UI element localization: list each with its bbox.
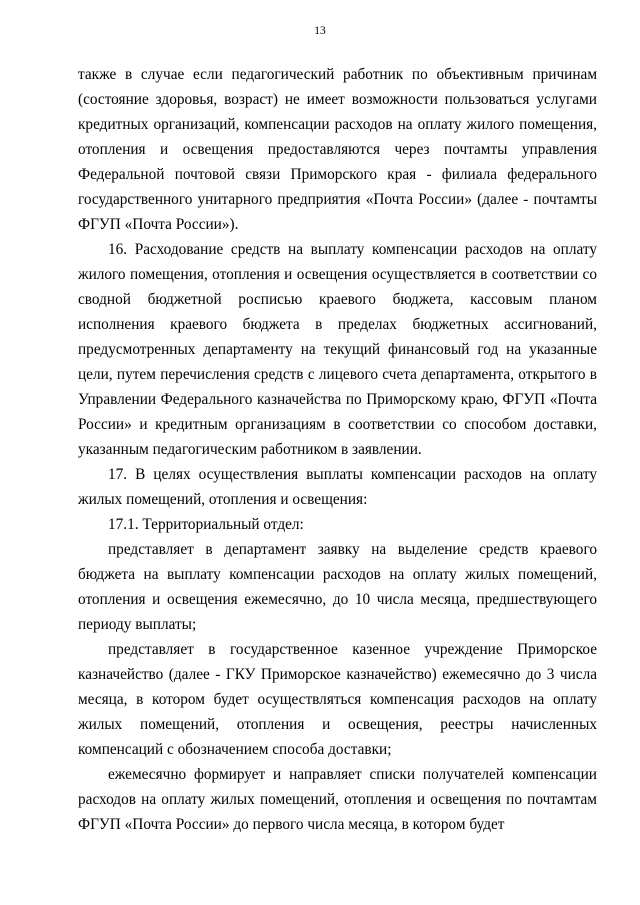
paragraph-16: 16. Расходование средств на выплату компенсации расходов на оплату жилого помещения, отопления и освещения осуществляется в соответствии со сводной бюджетной росписью краевого бюджета, кассовым планом исполнения краевого бюджета в пределах бюджетных ассигнований, предусмотренных департаменту на текущий финансовый год на указанные цели, путем перечисления средств с лицевого счета департамента, открытого в Управлении Федерального казначейства по Приморскому краю, ФГУП «Почта России» и кредитным организациям в соответствии со способом доставки, указанным педагогическим работником в заявлении. [78, 241, 597, 458]
paragraph-continuation: также в случае если педагогический работник по объективным причинам (состояние здоровья, возраст) не имеет возможности пользоваться услугами кредитных организаций, компенсации расходов на оплату жилого помещения, отопления и освещения предоставляются через почтамты управления Федеральной почтовой связи Приморского края - филиала федерального государственного унитарного предприятия «Почта России» (далее - почтамты ФГУП «Почта России»). [78, 66, 597, 233]
paragraph-17-1: 17.1. Территориальный отдел: [108, 516, 304, 533]
paragraph-17: 17. В целях осуществления выплаты компенсации расходов на оплату жилых помещений, отопления и освещения: [78, 466, 597, 508]
page-number: 13 [314, 25, 326, 37]
paragraph-recipient-lists: ежемесячно формирует и направляет списки получателей компенсации расходов на оплату жилых помещений, отопления и освещения по почтамтам ФГУП «Почта России» до первого числа месяца, в котором будет [78, 766, 597, 833]
paragraph-registers: представляет в государственное казенное учреждение Приморское казначейство (далее - ГКУ Приморское казначейство) ежемесячно до 3 числа месяца, в котором будет осуществляться компенсация расходов на оплату жилых помещений, отопления и освещения, реестры начисленных компенсаций с обозначением способа доставки; [78, 641, 597, 758]
paragraph-request-funds: представляет в департамент заявку на выделение средств краевого бюджета на выплату компенсации расходов на оплату жилых помещений, отопления и освещения ежемесячно, до 10 числа месяца, предшествующего периоду выплаты; [78, 541, 597, 633]
document-body [78, 62, 597, 837]
